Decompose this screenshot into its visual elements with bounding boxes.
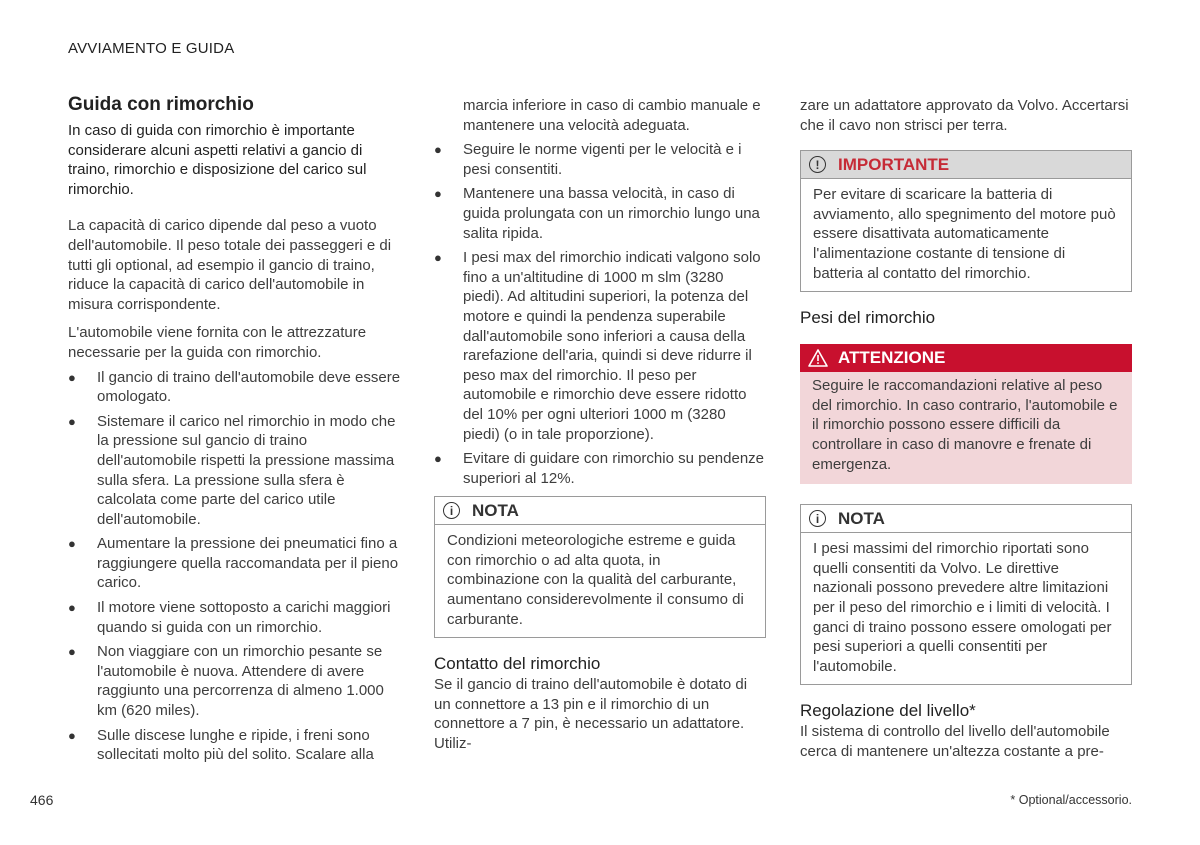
subheading-trailer-weights: Pesi del rimorchio bbox=[800, 308, 936, 328]
body-paragraph: zare un adattatore approvato da Volvo. Accertarsi che il cavo non strisci per terra. bbox=[800, 97, 1129, 134]
list-item-text: Evitare di guidare con rimorchio su pendenze superiori al 12%. bbox=[463, 450, 765, 487]
intro-paragraph: In caso di guida con rimorchio è importante considerare alcuni aspetti relativi a gancio di traino, rimorchio e disposizione del carico sul rimorchio. bbox=[68, 122, 367, 198]
list-item-text: Sistemare il carico nel rimorchio in modo che la pressione sul gancio di traino dell'automobile rispetti la pressione massima sulla sfera. La pressione sulla sfera è calcolata come parte del carico utile dell'automobile. bbox=[97, 412, 396, 528]
subheading-trailer-connector: Contatto del rimorchio bbox=[434, 654, 601, 674]
bullet-icon: ● bbox=[434, 186, 442, 202]
bullet-icon: ● bbox=[68, 413, 76, 429]
important-title: IMPORTANTE bbox=[838, 154, 950, 174]
bullet-icon: ● bbox=[434, 142, 442, 158]
bullet-icon: ● bbox=[68, 600, 76, 616]
bullet-icon: ● bbox=[68, 727, 76, 743]
list-item bbox=[68, 598, 402, 637]
list-item-text: I pesi max del rimorchio indicati valgono solo fino a un'altitudine di 1000 m slm (3280 piedi). Ad altitudini superiori, la potenza del motore e quindi la pendenza superabile dall'automobile sono inferiori a causa della rarefazione dell'aria, quindi si deve ridurre il peso max del rimorchio. Il peso per automobile e rimorchio deve essere ridotto del 10% per ogni ulteriori 1000 m (3280 piedi) (o in tale proporzione). bbox=[463, 249, 761, 443]
warning-box bbox=[800, 344, 1132, 484]
list-item bbox=[434, 449, 766, 488]
bullet-icon: ● bbox=[68, 369, 76, 385]
list-item bbox=[68, 368, 402, 407]
note-box bbox=[800, 504, 1132, 685]
warning-triangle-icon bbox=[808, 349, 828, 367]
page-title: Guida con rimorchio bbox=[68, 94, 254, 115]
list-item bbox=[434, 248, 766, 444]
exclamation-icon: ! bbox=[809, 156, 826, 173]
important-box bbox=[800, 150, 1132, 292]
subheading-level-control: Regolazione del livello* bbox=[800, 701, 976, 721]
body-paragraph: La capacità di carico dipende dal peso a vuoto dell'automobile. Il peso totale dei passeggeri e di tutti gli optional, ad esempio il gancio di traino, riduce la capacità di carico dell'automobile in misura corrispondente. bbox=[68, 217, 392, 313]
list-item-text: Mantenere una bassa velocità, in caso di guida prolungata con un rimorchio lungo una salita ripida. bbox=[463, 185, 760, 242]
column-2 bbox=[434, 93, 766, 754]
warning-text: Seguire le raccomandazioni relative al peso del rimorchio. In caso contrario, l'automobile e il rimorchio possono essere difficili da controllare in caso di manovre e frenate di emergenza. bbox=[800, 372, 1132, 484]
list-item-text: Seguire le norme vigenti per le velocità e i pesi consentiti. bbox=[463, 141, 742, 178]
body-paragraph: L'automobile viene fornita con le attrezzature necessarie per la guida con rimorchio. bbox=[68, 324, 367, 361]
list-item-text: Sulle discese lunghe e ripide, i freni sono sollecitati molto più del solito. Scalare alla bbox=[97, 726, 374, 764]
note-box bbox=[434, 496, 766, 638]
bullet-icon: ● bbox=[68, 536, 76, 552]
list-item-text: marcia inferiore in caso di cambio manuale e mantenere una velocità adeguata. bbox=[463, 97, 761, 134]
bullet-list bbox=[434, 96, 766, 488]
important-header bbox=[801, 151, 1131, 179]
page-number: 466 bbox=[30, 792, 54, 808]
note-title: NOTA bbox=[838, 508, 885, 528]
note-text: Condizioni meteorologiche estreme e guida con rimorchio o ad alta quota, in combinazione con la qualità del carburante, aumentano considerevolmente il consumo di carburante. bbox=[447, 532, 744, 628]
list-item-text: Non viaggiare con un rimorchio pesante se l'automobile è nuova. Attendere di avere raggiunto una percorrenza di almeno 1.000 km (620 miles). bbox=[97, 643, 384, 720]
info-icon: i bbox=[809, 510, 826, 527]
body-paragraph: Il sistema di controllo del livello dell'automobile cerca di mantenere un'altezza costante a pre- bbox=[800, 723, 1110, 760]
bullet-icon: ● bbox=[434, 250, 442, 266]
bullet-icon: ● bbox=[68, 644, 76, 660]
list-item-continuation bbox=[434, 96, 766, 135]
list-item bbox=[68, 412, 402, 530]
info-icon: i bbox=[443, 502, 460, 519]
warning-header bbox=[800, 344, 1132, 372]
column-1 bbox=[68, 93, 402, 765]
section-header: AVVIAMENTO E GUIDA bbox=[68, 40, 235, 57]
list-item bbox=[434, 184, 766, 243]
note-header bbox=[435, 497, 765, 525]
warning-title: ATTENZIONE bbox=[838, 348, 946, 368]
footnote: * Optional/accessorio. bbox=[1010, 793, 1132, 807]
bullet-list bbox=[68, 368, 402, 765]
body-paragraph: Se il gancio di traino dell'automobile è dotato di un connettore a 13 pin e il rimorchio di un connettore a 7 pin, è necessario un adattatore. Utiliz- bbox=[434, 676, 748, 753]
list-item-text: Il motore viene sottoposto a carichi maggiori quando si guida con un rimorchio. bbox=[97, 599, 391, 636]
list-item bbox=[68, 642, 402, 720]
bullet-icon: ● bbox=[434, 451, 442, 467]
note-text: I pesi massimi del rimorchio riportati sono quelli consentiti da Volvo. Le direttive nazionali possono prevedere altre limitazioni per il peso del rimorchio e i limiti di velocità. I ganci di traino possono essere omologati per pesi superiori a quelli consentiti per l'automobile. bbox=[813, 540, 1112, 675]
note-title: NOTA bbox=[472, 500, 519, 520]
list-item-text: Aumentare la pressione dei pneumatici fino a raggiungere quella raccomandata per il pieno carico. bbox=[97, 535, 399, 592]
list-item bbox=[68, 534, 402, 593]
note-header bbox=[801, 505, 1131, 533]
list-item bbox=[68, 726, 402, 765]
column-3 bbox=[800, 93, 1132, 761]
list-item-text: Il gancio di traino dell'automobile deve essere omologato. bbox=[97, 368, 401, 406]
list-item bbox=[434, 140, 766, 179]
important-text: Per evitare di scaricare la batteria di avviamento, allo spegnimento del motore può essere disattivata automaticamente l'alimentazione costante di tensione di batteria al contatto del rimorchio. bbox=[813, 186, 1116, 282]
